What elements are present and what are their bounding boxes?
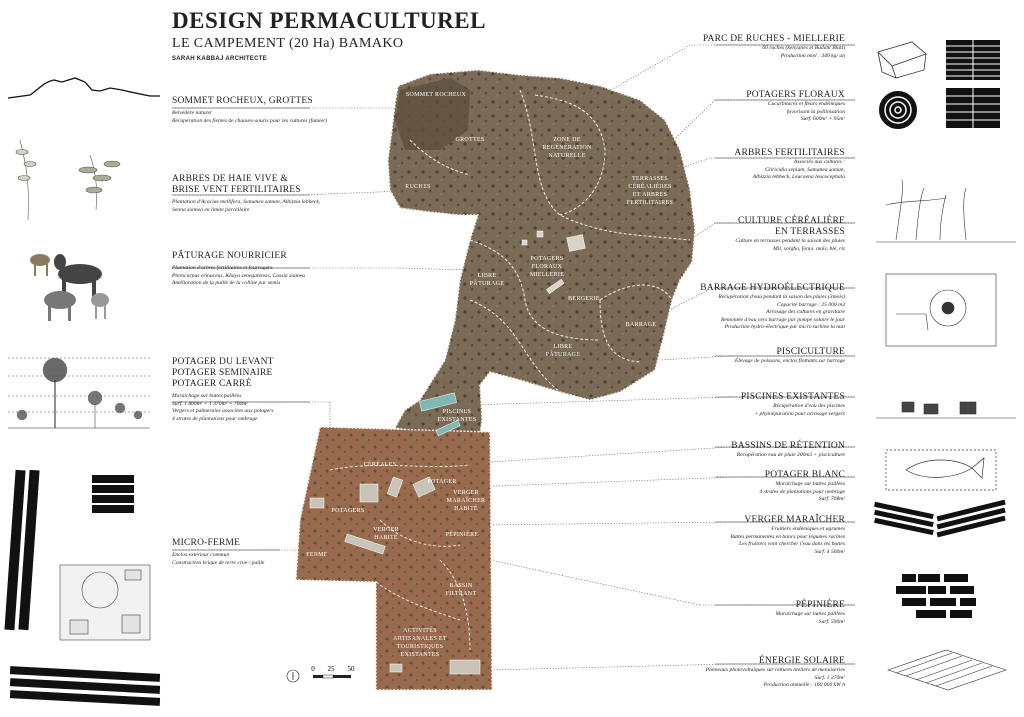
spiral-garden-icon bbox=[880, 92, 916, 128]
micro-ferme-plan bbox=[60, 565, 150, 640]
label-desc: Maraîchage sur buttes paillées Surf. 590m² bbox=[775, 611, 845, 625]
label-title: PISCINES EXISTANTES bbox=[740, 392, 845, 402]
tag-zone-regen-2: RÉGÉNÉRATION bbox=[542, 145, 592, 151]
label-desc: Récupération d'eau des piscines + phytoépuration pour arrosage vergers bbox=[754, 403, 845, 417]
fish-sketch bbox=[886, 450, 996, 490]
label-title: BASSINS DE RÉTENTION bbox=[731, 441, 845, 451]
solar-rows-chevron bbox=[874, 500, 1006, 538]
label-title: PÂTURAGE NOURRICIER bbox=[172, 251, 287, 261]
label-title: BARRAGE HYDROÉLECTRIQUE bbox=[700, 283, 845, 293]
tag-ruches: RUCHES bbox=[405, 184, 431, 190]
mountain-profile-sketch bbox=[8, 78, 160, 98]
tag-terrasses-4: FERTILITAIRES bbox=[626, 200, 674, 206]
tag-bassin-filtrant-1: BASSIN bbox=[449, 583, 473, 589]
tag-terrasses-3: ET ARBRES bbox=[632, 192, 668, 198]
tag-terrasses-1: TERRASSES bbox=[631, 176, 669, 182]
tag-libre-paturage-2a: LIBRE bbox=[553, 344, 573, 350]
scale-bar bbox=[285, 662, 365, 686]
label-desc: Belvédère naturel Récupération des fientes de chauves-souris pour les cultures (fumier) bbox=[172, 110, 328, 124]
label-title: VERGER MARAÎCHER bbox=[744, 515, 845, 525]
scale-tick-25: 25 bbox=[327, 665, 335, 673]
label-title: ÉNERGIE SOLAIRE bbox=[758, 656, 845, 666]
tag-verger-maraicher-3: HABITÉ bbox=[454, 506, 478, 512]
label-title: CULTURE CÉRÉALIÈRE EN TERRASSES bbox=[738, 216, 845, 237]
tag-libre-paturage-1a: LIBRE bbox=[477, 273, 497, 279]
label-title: SOMMET ROCHEUX, GROTTES bbox=[172, 96, 313, 106]
tag-zone-regen-3: NATURELLE bbox=[548, 153, 586, 159]
tag-activites-4: EXISTANTES bbox=[400, 652, 440, 658]
tag-potagers: POTAGERS bbox=[331, 508, 365, 514]
label-desc: Maraîchage sur buttes paillées Surf. 1 800m² + 1 370m² + 700m² Vergers et palmeraies associées aux potagers 4 strates de plantations pour ombrage bbox=[172, 393, 274, 422]
label-desc: Plantation d'Acacias mellifera, Samanea saman, Albizzia lebbeck, Senna siamea en limite parcellaire bbox=[172, 199, 321, 213]
label-title: POTAGER DU LEVANT POTAGER SEMINAIRE POTAGER CARRÉ bbox=[172, 357, 274, 389]
tag-cereales: CÉRÉALES bbox=[363, 462, 397, 468]
label-title: PISCICULTURE bbox=[776, 347, 845, 357]
label-title: ARBRES DE HAIE VIVE & BRISE VENT FERTILITAIRES bbox=[172, 174, 301, 195]
tag-libre-paturage-1b: PÂTURAGE bbox=[469, 281, 505, 287]
right-sketches bbox=[866, 30, 1024, 717]
page-subtitle: LE CAMPEMENT (20 Ha) BAMAKO bbox=[172, 36, 404, 51]
scale-tick-50: 50 bbox=[347, 665, 355, 673]
tag-piscines-1: PISCINES bbox=[442, 409, 472, 415]
solar-strip-bottom bbox=[10, 666, 160, 706]
tag-verger-habite-2: HABITÉ bbox=[374, 535, 398, 541]
label-desc: Récupération d'eau pendant la saison des pluies (3mois) Capacité barrage : 25 000 m3 Arrosage des cultures en gravitaire Remontée d'eau vers barrage par pompe solaire le jour Production hydro-électrique par micro turbine la nuit bbox=[718, 294, 845, 331]
hydro-turbine-sketch bbox=[886, 274, 996, 346]
scale-tick-0: 0 bbox=[311, 665, 315, 673]
tag-verger-maraicher-1: VERGER bbox=[453, 490, 479, 496]
label-desc: 60 ruches (kenyanes et Budant Blatt) Production miel : 340 kg/ an bbox=[762, 45, 845, 59]
label-desc: Panneaux photovoltaïques sur toitures ateliers de menuiseries Surf. 1 270m² Production annuelle : 160 000 kW h bbox=[705, 667, 845, 689]
tag-potagers-floraux-2: FLORAUX bbox=[531, 264, 563, 270]
page-title: DESIGN PERMACULTUREL bbox=[172, 8, 486, 33]
label-desc: Plantation d'arbres fertilitaires et fourragers Pterocarpus erinaceus, Khaya senegalensis, Cassia siamea Amélioration de la paille de la colline par semis bbox=[172, 265, 305, 287]
label-title: MICRO-FERME bbox=[172, 538, 241, 548]
label-desc: Enclos extérieur commun Construction brique de terre crue / paille bbox=[172, 552, 265, 566]
tag-potagers-floraux-3: MIELLERIE bbox=[529, 272, 565, 278]
tag-verger-maraicher-2: MARAÎCHER bbox=[446, 498, 486, 504]
label-title: PÉPINIÈRE bbox=[795, 600, 845, 610]
left-sketches bbox=[0, 60, 170, 717]
label-desc: Fruitiers endémiques et agrumes Buttes permanentes en bancs pour légumes racines Les fruitiers vont chercher l'eau dans les buttes Surf. 4 500m² bbox=[730, 526, 845, 555]
phyto-treatment-sketch bbox=[876, 402, 1016, 418]
tag-verger-habite-1: VERGER bbox=[373, 527, 399, 533]
tag-pepiniere: PÉPINIÈRE bbox=[445, 532, 479, 538]
tag-potagers-floraux-1: POTAGERS bbox=[530, 256, 564, 262]
label-desc: Maraîchage sur buttes paillées 4 strates de plantations pour ombrage Surf. 708m² bbox=[759, 481, 845, 503]
tag-barrage: BARRAGE bbox=[625, 322, 657, 328]
tag-terrasses-2: CÉRÉALIÈRES bbox=[628, 184, 672, 190]
strata-section-diagram bbox=[8, 358, 150, 428]
tag-potager: POTAGER bbox=[427, 479, 457, 485]
tag-bergerie: BERGERIE bbox=[568, 296, 600, 302]
label-title: POTAGERS FLORAUX bbox=[746, 90, 845, 100]
label-desc: Cucurbitacés et fleurs endémiques favorisant la pollinisation Surf. 600m² + 95m² bbox=[767, 101, 845, 123]
label-desc: Élevage de poissons, enclos flottants sur barrage bbox=[734, 358, 845, 364]
tag-activites-1: ACTIVITÉS bbox=[403, 628, 437, 634]
label-title: POTAGER BLANC bbox=[764, 470, 845, 480]
label-desc: Récupération eau de pluie 200m3 + pisciculture bbox=[736, 452, 845, 458]
label-title: ARBRES FERTILITAIRES bbox=[734, 148, 845, 158]
label-desc: Culture en terrasses pendant la saison des pluies Mil, sorgho, fonio, maïs, blé, riz bbox=[735, 238, 845, 252]
solar-roof-sketch bbox=[888, 650, 1006, 690]
tag-activites-3: TOURISTIQUES bbox=[396, 644, 444, 650]
tag-bassin-filtrant-2: FILTRANT bbox=[445, 591, 477, 597]
trees-sketch bbox=[876, 180, 1016, 242]
tag-grottes: GROTTES bbox=[455, 137, 485, 143]
tag-zone-regen-1: ZONE DE bbox=[553, 137, 581, 143]
tag-ferme: FERME bbox=[306, 552, 328, 558]
nursery-blocks bbox=[896, 574, 976, 618]
tag-libre-paturage-2b: PÂTURAGE bbox=[545, 352, 581, 358]
livestock-sketch bbox=[30, 254, 109, 321]
tag-sommet: SOMMET ROCHEUX bbox=[405, 92, 467, 98]
tag-piscines-2: EXISTANTES bbox=[437, 417, 477, 423]
label-title: PARC DE RUCHES - MIELLERIE bbox=[702, 34, 845, 44]
beehive-sketch bbox=[878, 42, 926, 78]
tag-activites-2: ARTISANALES ET bbox=[393, 636, 447, 642]
label-desc: Associés aux cultures : Gliricidia sepium, Samanea saman, Albizzia lebbeck, Leucaena leucocephala bbox=[752, 159, 845, 181]
botanical-sketch bbox=[16, 140, 120, 220]
author-credit: SARAH KABBAJ ARCHITECTE bbox=[172, 56, 268, 62]
